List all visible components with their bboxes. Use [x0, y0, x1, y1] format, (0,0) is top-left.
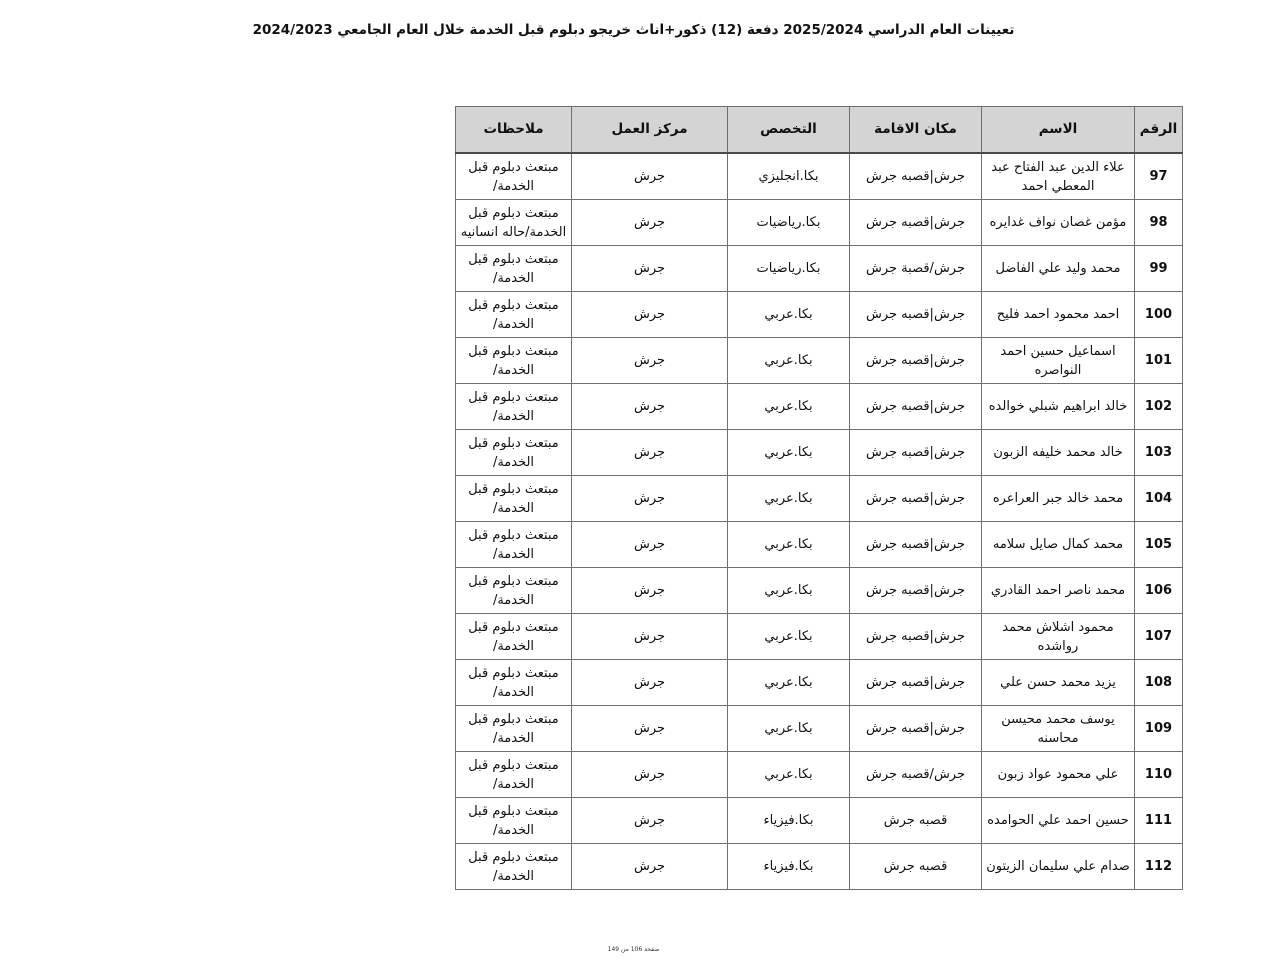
cell-specialty: بكا.عربي [728, 568, 850, 614]
cell-workplace: جرش [572, 476, 728, 522]
page-number: صفحة 106 من 149 [607, 946, 660, 953]
cell-number: 112 [1135, 844, 1183, 890]
cell-residence: جرش|قصبه جرش [850, 476, 982, 522]
table-row [456, 660, 1183, 706]
cell-notes: مبتعث دبلوم قبل الخدمة/ [456, 752, 572, 798]
cell-notes: مبتعث دبلوم قبل الخدمة/ [456, 476, 572, 522]
cell-number: 97 [1135, 153, 1183, 200]
header-notes: ملاحظات [456, 107, 572, 154]
cell-workplace: جرش [572, 338, 728, 384]
cell-residence: جرش|قصبه جرش [850, 292, 982, 338]
cell-number: 98 [1135, 200, 1183, 246]
cell-workplace: جرش [572, 798, 728, 844]
cell-workplace: جرش [572, 844, 728, 890]
table-row [456, 200, 1183, 246]
cell-name: محمد وليد علي الفاضل [982, 246, 1135, 292]
cell-number: 111 [1135, 798, 1183, 844]
header-specialty: التخصص [728, 107, 850, 154]
cell-specialty: بكا.انجليزي [728, 153, 850, 200]
cell-number: 100 [1135, 292, 1183, 338]
cell-number: 107 [1135, 614, 1183, 660]
cell-specialty: بكا.رياضيات [728, 246, 850, 292]
cell-notes: مبتعث دبلوم قبل الخدمة/ [456, 384, 572, 430]
table-row [456, 292, 1183, 338]
cell-specialty: بكا.عربي [728, 338, 850, 384]
cell-workplace: جرش [572, 660, 728, 706]
table-row [456, 752, 1183, 798]
cell-workplace: جرش [572, 522, 728, 568]
cell-residence: جرش|قصبه جرش [850, 706, 982, 752]
cell-residence: جرش/قصبة جرش [850, 246, 982, 292]
cell-residence: جرش/قصبه جرش [850, 752, 982, 798]
cell-specialty: بكا.عربي [728, 476, 850, 522]
table-row [456, 844, 1183, 890]
cell-specialty: بكا.عربي [728, 430, 850, 476]
cell-name: محمود اشلاش محمد رواشده [982, 614, 1135, 660]
document-title: تعيينات العام الدراسي 2025/2024 دفعة (12) ذكور+اناث خريجو دبلوم قبل الخدمة خلال العام الجامعي 2024/2023 [252, 22, 1015, 38]
cell-number: 109 [1135, 706, 1183, 752]
cell-workplace: جرش [572, 153, 728, 200]
header-name: الاسم [982, 107, 1135, 154]
header-number: الرقم [1135, 107, 1183, 154]
cell-number: 103 [1135, 430, 1183, 476]
table-body [456, 153, 1183, 890]
cell-number: 99 [1135, 246, 1183, 292]
cell-workplace: جرش [572, 706, 728, 752]
cell-number: 101 [1135, 338, 1183, 384]
cell-name: علي محمود عواد زبون [982, 752, 1135, 798]
cell-residence: جرش|قصبه جرش [850, 522, 982, 568]
cell-residence: جرش|قصبه جرش [850, 660, 982, 706]
cell-workplace: جرش [572, 292, 728, 338]
header-residence: مكان الاقامة [850, 107, 982, 154]
cell-name: علاء الدين عبد الفتاح عبد المعطي احمد [982, 153, 1135, 200]
table-row [456, 384, 1183, 430]
cell-specialty: بكا.عربي [728, 752, 850, 798]
cell-name: محمد كمال صايل سلامه [982, 522, 1135, 568]
cell-notes: مبتعث دبلوم قبل الخدمة/ [456, 798, 572, 844]
cell-workplace: جرش [572, 200, 728, 246]
cell-workplace: جرش [572, 614, 728, 660]
table-row [456, 568, 1183, 614]
cell-specialty: بكا.فيزياء [728, 798, 850, 844]
cell-notes: مبتعث دبلوم قبل الخدمة/ [456, 660, 572, 706]
cell-specialty: بكا.عربي [728, 614, 850, 660]
cell-residence: جرش|قصبه جرش [850, 153, 982, 200]
cell-name: اسماعيل حسين احمد النواصره [982, 338, 1135, 384]
cell-name: يوسف محمد محيسن محاسنه [982, 706, 1135, 752]
cell-specialty: بكا.عربي [728, 384, 850, 430]
cell-residence: جرش|قصبه جرش [850, 568, 982, 614]
cell-name: خالد محمد خليفه الزبون [982, 430, 1135, 476]
cell-specialty: بكا.فيزياء [728, 844, 850, 890]
table-row [456, 614, 1183, 660]
cell-workplace: جرش [572, 568, 728, 614]
cell-notes: مبتعث دبلوم قبل الخدمة/ [456, 292, 572, 338]
cell-residence: جرش|قصبه جرش [850, 614, 982, 660]
table-row [456, 798, 1183, 844]
cell-workplace: جرش [572, 246, 728, 292]
cell-specialty: بكا.عربي [728, 706, 850, 752]
table-row [456, 476, 1183, 522]
cell-residence: جرش|قصبه جرش [850, 430, 982, 476]
table-row [456, 522, 1183, 568]
cell-number: 102 [1135, 384, 1183, 430]
cell-number: 108 [1135, 660, 1183, 706]
table-row [456, 153, 1183, 200]
cell-residence: جرش|قصبه جرش [850, 338, 982, 384]
cell-workplace: جرش [572, 752, 728, 798]
cell-specialty: بكا.عربي [728, 292, 850, 338]
cell-notes: مبتعث دبلوم قبل الخدمة/ [456, 522, 572, 568]
cell-number: 105 [1135, 522, 1183, 568]
cell-notes: مبتعث دبلوم قبل الخدمة/ [456, 568, 572, 614]
cell-residence: قصبه جرش [850, 844, 982, 890]
cell-notes: مبتعث دبلوم قبل الخدمة/ [456, 706, 572, 752]
cell-workplace: جرش [572, 384, 728, 430]
cell-notes: مبتعث دبلوم قبل الخدمة/ [456, 246, 572, 292]
cell-notes: مبتعث دبلوم قبل الخدمة/ [456, 430, 572, 476]
cell-name: محمد خالد جبر العراعره [982, 476, 1135, 522]
cell-number: 104 [1135, 476, 1183, 522]
cell-number: 110 [1135, 752, 1183, 798]
cell-name: حسين احمد علي الحوامده [982, 798, 1135, 844]
cell-specialty: بكا.عربي [728, 660, 850, 706]
cell-name: محمد ناصر احمد القادري [982, 568, 1135, 614]
cell-name: يزيد محمد حسن علي [982, 660, 1135, 706]
cell-notes: مبتعث دبلوم قبل الخدمة/ [456, 844, 572, 890]
cell-name: صدام علي سليمان الزيتون [982, 844, 1135, 890]
header-workplace: مركز العمل [572, 107, 728, 154]
cell-name: مؤمن غصان نواف غدايره [982, 200, 1135, 246]
cell-notes: مبتعث دبلوم قبل الخدمة/حاله انسانيه [456, 200, 572, 246]
cell-specialty: بكا.عربي [728, 522, 850, 568]
cell-residence: جرش|قصبه جرش [850, 384, 982, 430]
table-row [456, 706, 1183, 752]
table-row [456, 246, 1183, 292]
table-header [456, 107, 1183, 154]
cell-name: خالد ابراهيم شبلي خوالده [982, 384, 1135, 430]
cell-number: 106 [1135, 568, 1183, 614]
cell-notes: مبتعث دبلوم قبل الخدمة/ [456, 338, 572, 384]
header-row [456, 107, 1183, 154]
cell-residence: جرش|قصبه جرش [850, 200, 982, 246]
appointments-table [455, 106, 1183, 890]
cell-notes: مبتعث دبلوم قبل الخدمة/ [456, 153, 572, 200]
cell-workplace: جرش [572, 430, 728, 476]
cell-name: احمد محمود احمد فليح [982, 292, 1135, 338]
cell-notes: مبتعث دبلوم قبل الخدمة/ [456, 614, 572, 660]
table-row [456, 338, 1183, 384]
cell-specialty: بكا.رياضيات [728, 200, 850, 246]
cell-residence: قصبه جرش [850, 798, 982, 844]
table-row [456, 430, 1183, 476]
